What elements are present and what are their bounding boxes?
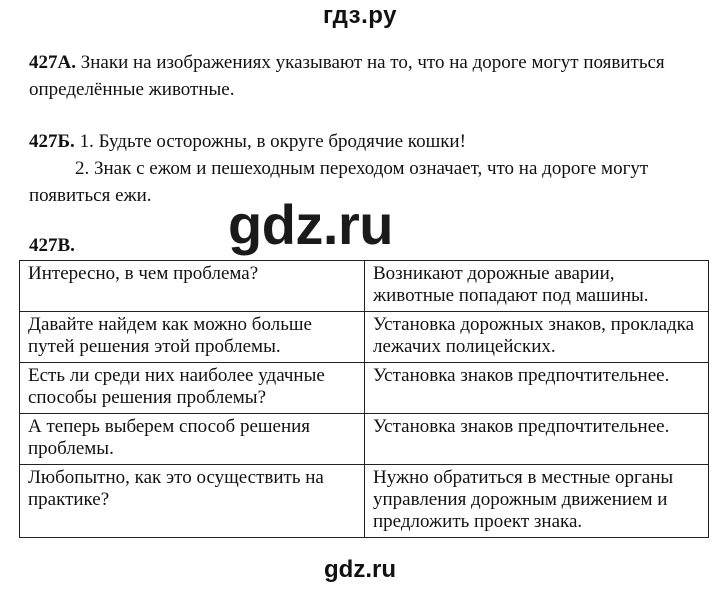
exercise-427a-text: Знаки на изображениях указывают на то, что на дороге могут появиться определённые животные. — [29, 52, 665, 100]
table-row — [20, 465, 709, 538]
table-row — [20, 312, 709, 363]
watermark-logo: gdz.ru — [228, 193, 393, 256]
exercise-427b-item-2-line-2: появиться ежи. — [29, 185, 152, 206]
question-cell: Интересно, в чем проблема? — [20, 261, 365, 312]
answer-cell: Возникают дорожные аварии, животные попадают под машины. — [365, 261, 709, 312]
exercise-427b-item-2-line-1: 2. Знак с ежом и пешеходным переходом означает, что на дороге могут — [75, 158, 649, 179]
question-cell: Давайте найдем как можно больше путей решения этой проблемы. — [20, 312, 365, 363]
question-cell: А теперь выберем способ решения проблемы. — [20, 414, 365, 465]
table-row — [20, 363, 709, 414]
table-row — [20, 414, 709, 465]
question-cell: Есть ли среди них наиболее удачные способы решения проблемы? — [20, 363, 365, 414]
footer-logo: gdz.ru — [324, 556, 396, 583]
exercise-427a-label: 427А. — [29, 52, 76, 73]
answer-cell: Установка знаков предпочтительнее. — [365, 363, 709, 414]
answer-cell: Нужно обратиться в местные органы управления дорожным движением и предложить проект знака. — [365, 465, 709, 538]
answer-cell: Установка знаков предпочтительнее. — [365, 414, 709, 465]
dialog-table — [19, 260, 709, 538]
table-row — [20, 261, 709, 312]
question-cell: Любопытно, как это осуществить на практике? — [20, 465, 365, 538]
site-header-logo: гдз.ру — [323, 2, 397, 29]
exercise-427b-item-1: 1. Будьте осторожны, в округе бродячие кошки! — [79, 131, 466, 152]
answer-cell: Установка дорожных знаков, прокладка лежачих полицейских. — [365, 312, 709, 363]
exercise-427a — [29, 49, 701, 103]
exercise-427v-label: 427В. — [29, 235, 75, 256]
exercise-427b-label: 427Б. — [29, 131, 75, 152]
